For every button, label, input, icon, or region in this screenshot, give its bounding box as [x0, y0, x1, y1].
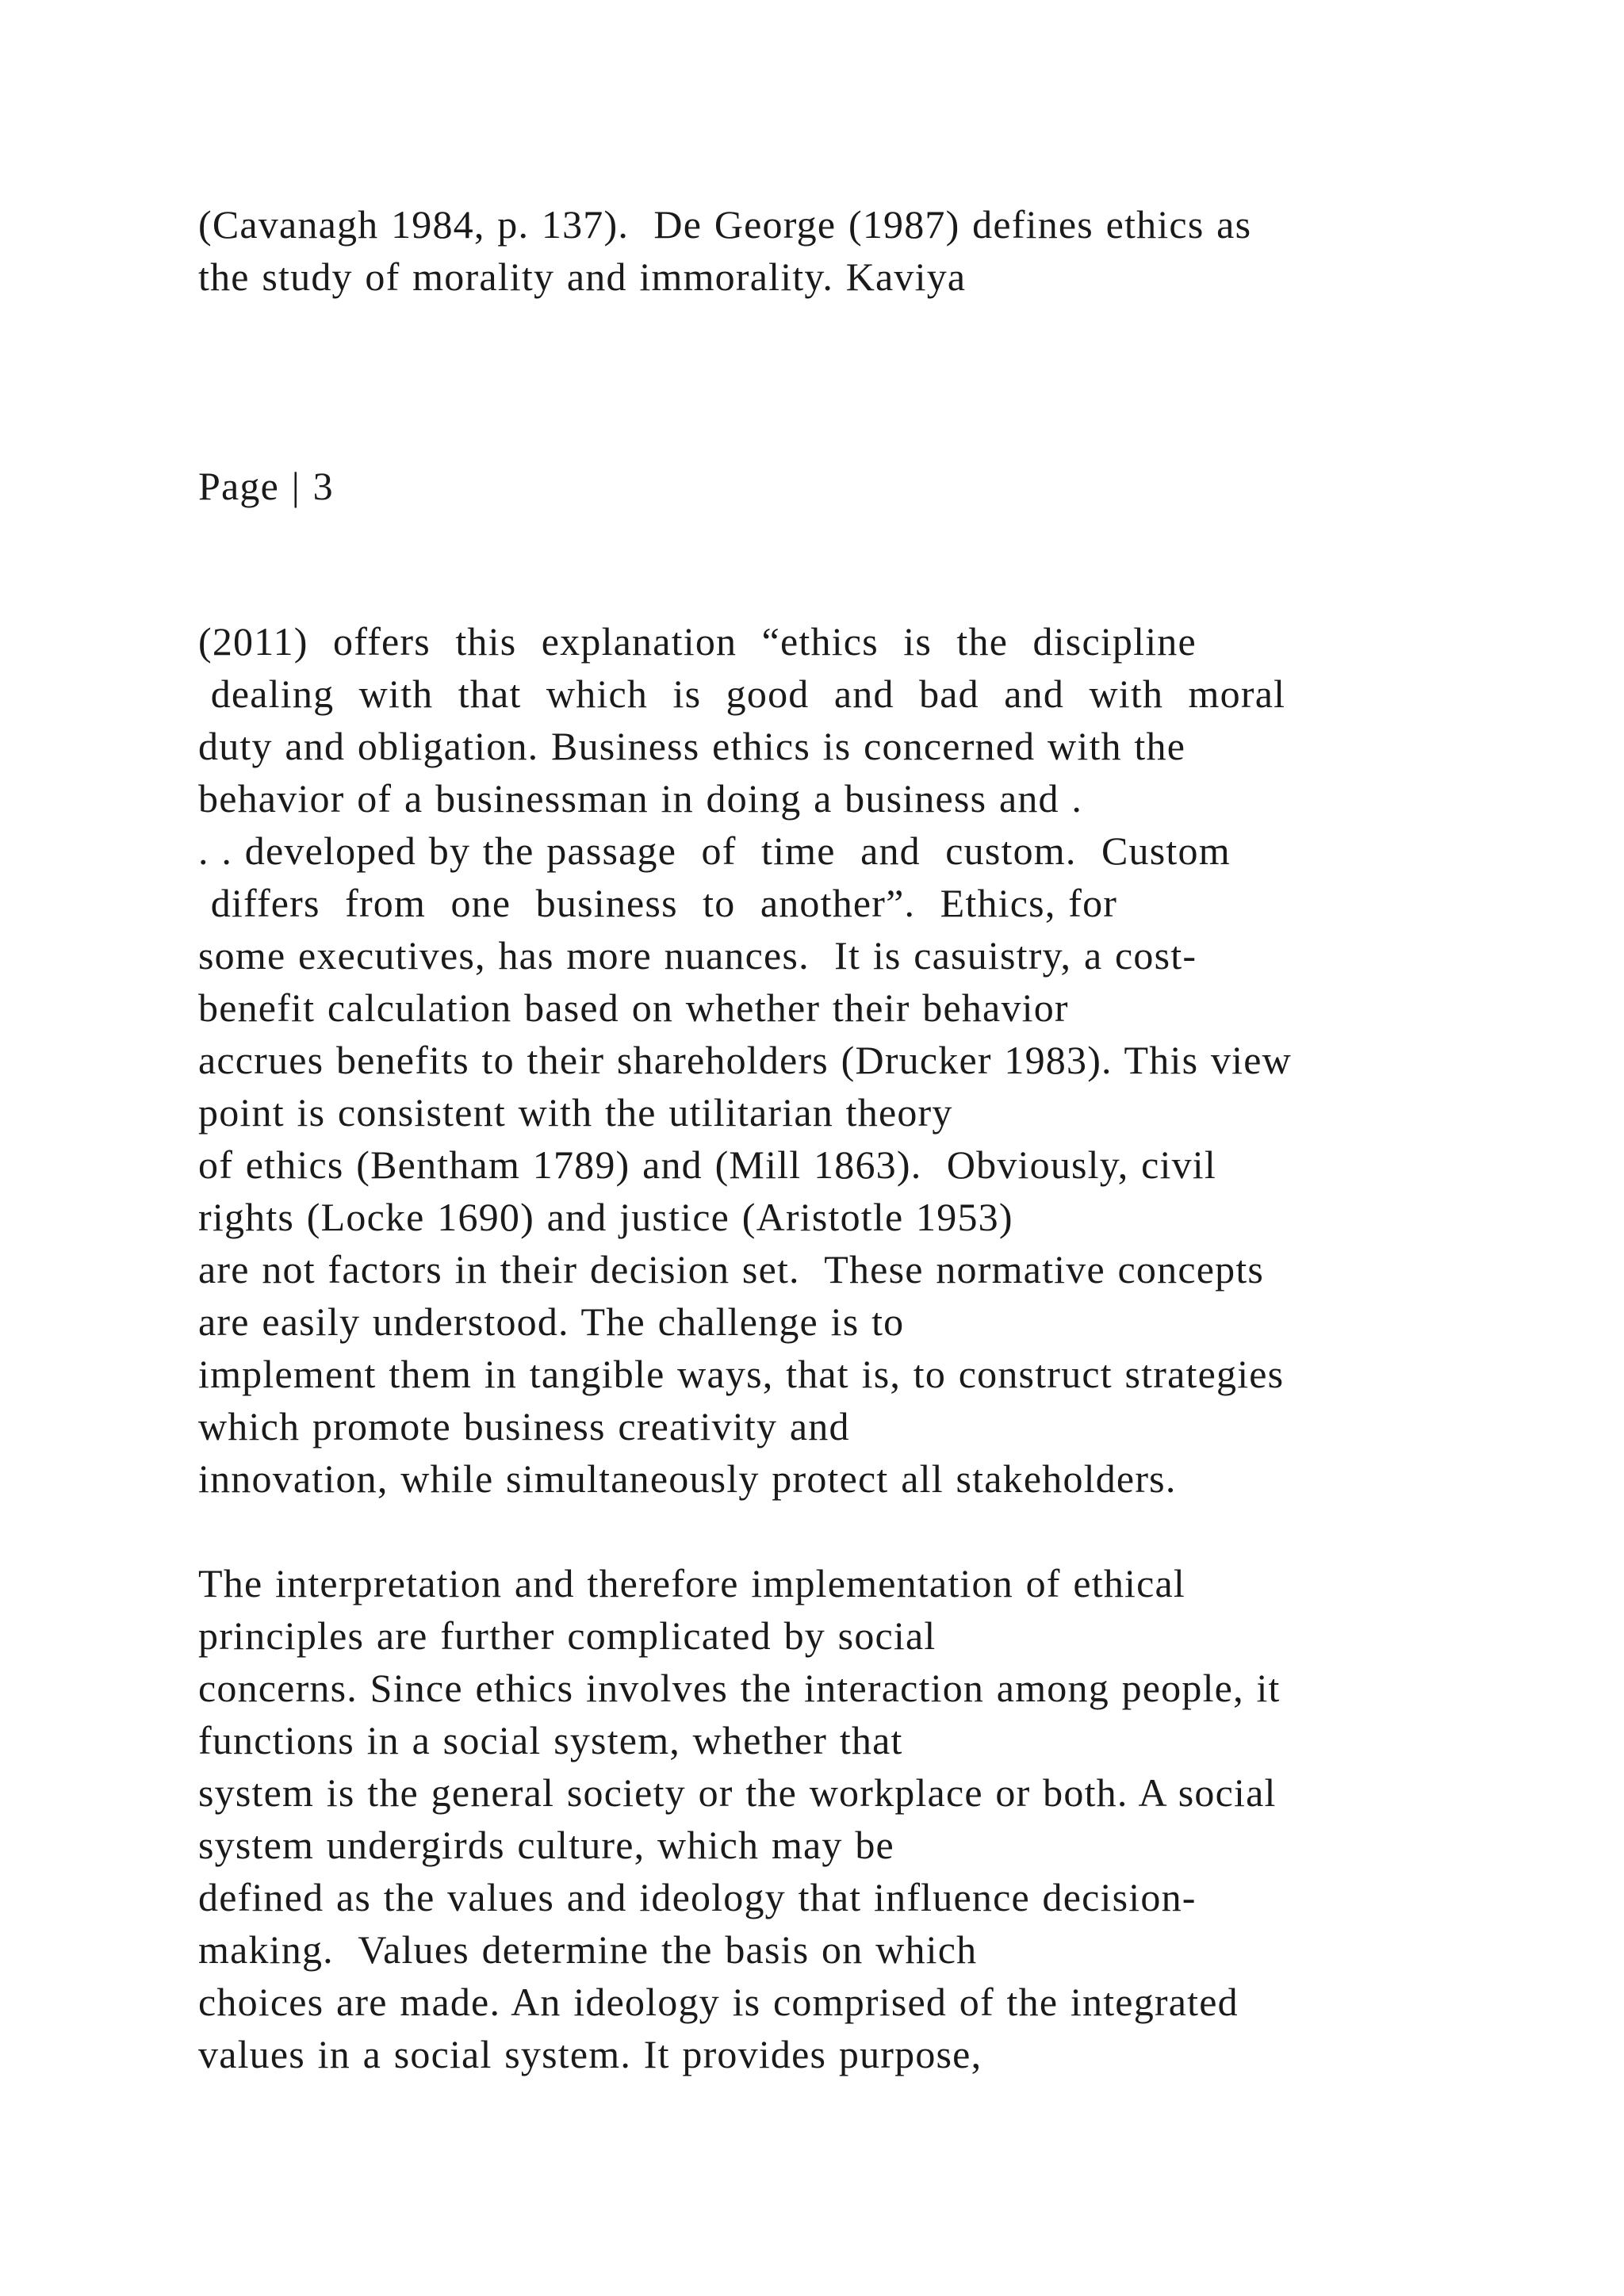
text-line: duty and obligation. Business ethics is concerned with the — [198, 724, 1186, 768]
text-line: are not factors in their decision set. These normative concepts — [198, 1247, 1265, 1292]
text-line: principles are further complicated by social — [198, 1613, 936, 1658]
text-line: making. Values determine the basis on which — [198, 1927, 978, 1972]
page-number: Page | 3 — [198, 464, 334, 508]
text-line: functions in a social system, whether that — [198, 1718, 903, 1762]
text-line: behavior of a businessman in doing a business and . — [198, 776, 1083, 821]
text-line: accrues benefits to their shareholders (Drucker 1983). This view — [198, 1038, 1292, 1082]
text-line: values in a social system. It provides purpose, — [198, 2032, 982, 2076]
text-line: (Cavanagh 1984, p. 137). De George (1987) defines ethics as — [198, 202, 1252, 247]
text-line: implement them in tangible ways, that is, to construct strategies — [198, 1352, 1285, 1396]
text-line: choices are made. An ideology is comprised of the integrated — [198, 1980, 1239, 2024]
text-line: system is the general society or the workplace or both. A social — [198, 1770, 1277, 1815]
text-line: concerns. Since ethics involves the interaction among people, it — [198, 1666, 1281, 1710]
text-line: the study of morality and immorality. Kaviya — [198, 254, 967, 299]
text-line: . . developed by the passage of time and custom. Custom — [198, 828, 1231, 873]
text-line: innovation, while simultaneously protect all stakeholders. — [198, 1456, 1177, 1501]
text-line: The interpretation and therefore implementation of ethical — [198, 1561, 1186, 1605]
text-line: system undergirds culture, which may be — [198, 1823, 894, 1867]
text-line: of ethics (Bentham 1789) and (Mill 1863). Obviously, civil — [198, 1142, 1216, 1187]
text-line: dealing with that which is good and bad and with moral — [198, 672, 1286, 716]
text-line: are easily understood. The challenge is to — [198, 1299, 905, 1344]
text-line: defined as the values and ideology that influence decision- — [198, 1875, 1197, 1919]
text-line: (2011) offers this explanation “ethics is the discipline — [198, 619, 1197, 664]
text-line: some executives, has more nuances. It is casuistry, a cost- — [198, 933, 1197, 978]
text-line: point is consistent with the utilitarian theory — [198, 1090, 953, 1135]
text-line: rights (Locke 1690) and justice (Aristotle 1953) — [198, 1195, 1013, 1239]
text-line: benefit calculation based on whether their behavior — [198, 985, 1069, 1030]
text-line: which promote business creativity and — [198, 1404, 850, 1448]
text-line: differs from one business to another”. Ethics, for — [198, 881, 1118, 925]
